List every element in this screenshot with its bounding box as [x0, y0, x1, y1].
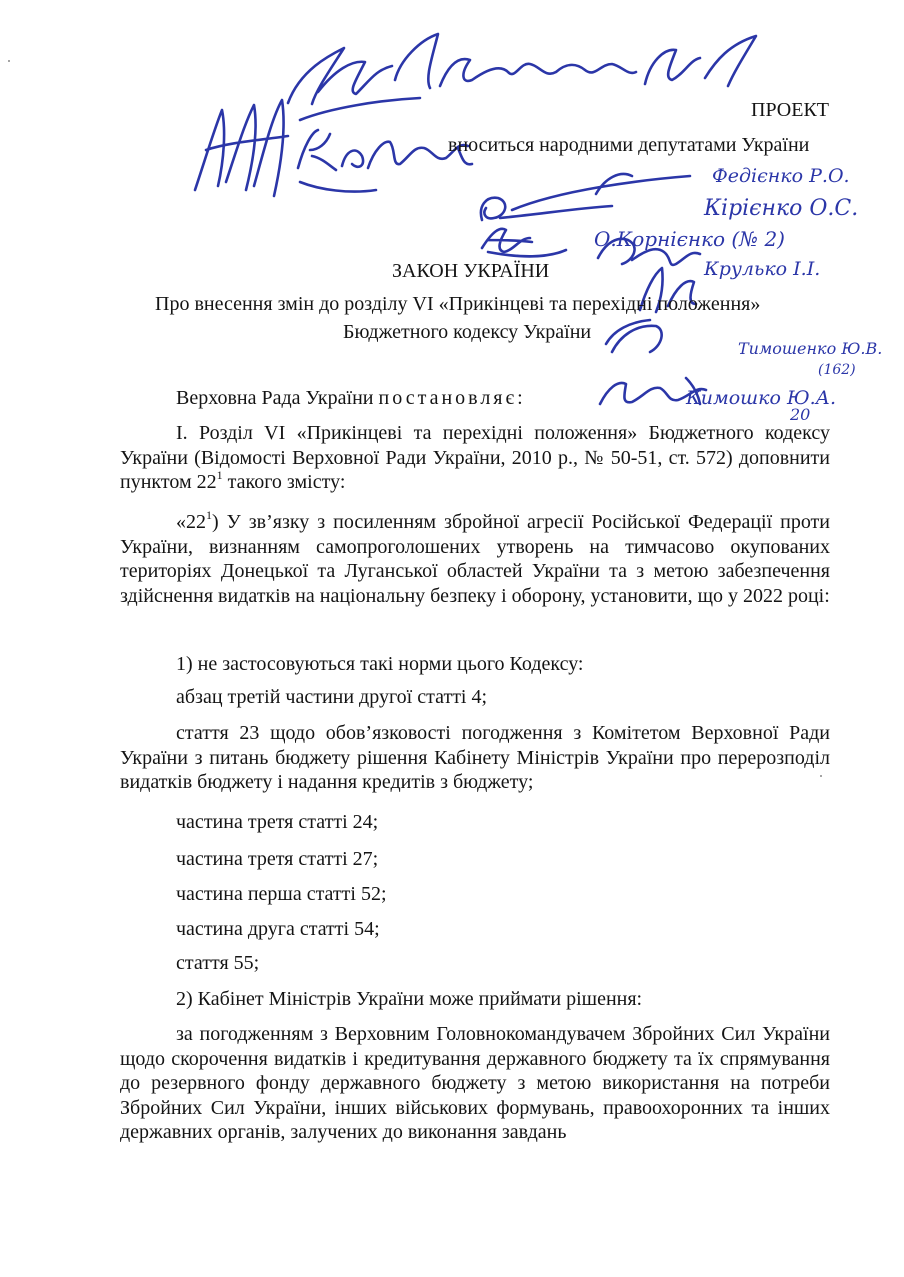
signature-krulko: Крулько І.І. — [704, 258, 821, 280]
item-1-g: стаття 55; — [176, 952, 260, 974]
signature-kornienko: О.Корнієнко (№ 2) — [594, 227, 785, 251]
signature-kymoshko-number: 20 — [790, 405, 811, 424]
point-22-1-number: «22 — [176, 511, 206, 533]
signature-tymoshenko: Тимошенко Ю.В. — [738, 339, 883, 358]
paragraph-section-one — [120, 421, 830, 495]
paragraph-section-one-tail: такого змісту: — [222, 471, 346, 493]
law-subject-line-2: Бюджетного кодексу України — [343, 321, 592, 343]
signature-kiriienko: Кірієнко О.С. — [704, 196, 859, 221]
signature-fediienko: Федієнко Р.О. — [712, 165, 850, 187]
scan-speck — [8, 60, 10, 62]
paragraph-point-22-1 — [120, 510, 830, 608]
item-1-a: абзац третій частини другої статті 4; — [176, 686, 488, 708]
submitter-line: вноситься народними депутатами України — [448, 134, 810, 156]
item-1-b: стаття 23 щодо обов’язковості погодження з Комітетом Верховної Ради України з питань бюджету рішення Кабінету Міністрів України про перерозподіл видатків бюджету і надання кредитів з бюджету; — [120, 722, 830, 793]
preamble-start: Верховна Рада України — [176, 387, 379, 409]
preamble-decree: постановляє — [378, 387, 518, 409]
preamble — [176, 386, 523, 410]
scan-speck — [820, 775, 822, 777]
item-1-d: частина третя статті 27; — [176, 848, 379, 870]
item-2-a: за погодженням з Верховним Головнокомандувачем Збройних Сил України щодо скорочення видатків і кредитування державного бюджету та їх спрямування до резервного фонду державного бюджету з метою використання на потреби Збройних Сил України, інших військових формувань, правоохоронних та інших державних органів, залучених до виконання завдань — [120, 1023, 830, 1143]
signature-kymoshko: Кимошко Ю.А. — [686, 387, 837, 409]
point-22-1-text: ) У зв’язку з посиленням збройної агресії Російської Федерації проти України, визнанням самопроголошених утворень на тимчасово окупованих територіях Донецької та Луганської областей України та з метою забезпечення здійснення видатків на національну безпеку і оборону, установити, що у 2022 році: — [120, 511, 830, 607]
item-1-c: частина третя статті 24; — [176, 811, 379, 833]
law-subject-line-1: Про внесення змін до розділу VI «Прикінцеві та перехідні положення» — [155, 293, 761, 315]
item-1-f: частина друга статті 54; — [176, 918, 380, 940]
item-2: 2) Кабінет Міністрів України може приймати рішення: — [176, 988, 643, 1010]
paragraph-section-one-superscript: 1 — [216, 468, 223, 483]
law-heading: ЗАКОН УКРАЇНИ — [392, 260, 550, 282]
point-22-1-superscript: 1 — [206, 508, 212, 523]
signature-tymoshenko-number: (162) — [818, 362, 856, 378]
item-1: 1) не застосовуються такі норми цього Кодексу: — [176, 653, 584, 675]
project-label: ПРОЕКТ — [751, 99, 830, 121]
preamble-colon: : — [517, 387, 523, 409]
paragraph-section-one-text: I. Розділ VI «Прикінцеві та перехідні положення» Бюджетного кодексу України (Відомості Верховної Ради України, 2010 р., № 50-51, ст. 572) доповнити пунктом 22 — [120, 422, 830, 493]
item-1-e: частина перша статті 52; — [176, 883, 387, 905]
